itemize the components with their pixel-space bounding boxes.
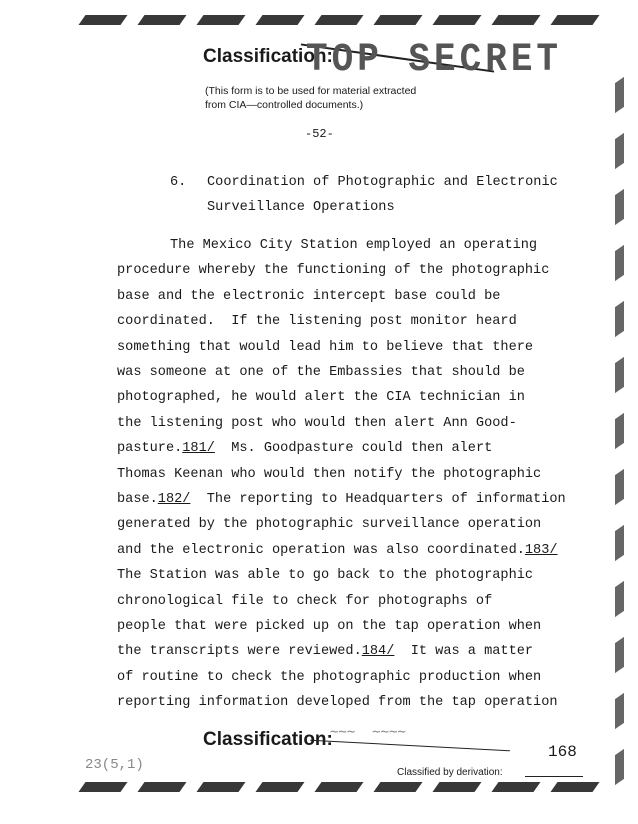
text-line	[117, 644, 533, 659]
text-segment: procedure whereby the functioning of the photographic	[117, 263, 550, 279]
text-line	[117, 263, 549, 278]
text-segment: of routine to check the photographic production when	[117, 669, 542, 685]
text-segment: generated by the photographic surveillance operation	[117, 517, 542, 533]
classified-by-label: Classified by derivation:	[397, 767, 503, 778]
border-stripe	[615, 749, 624, 785]
text-line	[117, 314, 517, 329]
border-stripe	[615, 189, 624, 225]
section-number: 6.	[170, 175, 187, 190]
footnote-ref: 181/	[182, 441, 215, 457]
text-line	[117, 467, 541, 482]
border-stripe	[615, 77, 624, 113]
text-segment: base and the electronic intercept base could be	[117, 288, 501, 304]
border-stripe	[373, 782, 422, 792]
text-line	[117, 594, 492, 609]
text-line	[117, 441, 492, 456]
classified-by-line	[525, 776, 583, 777]
text-segment: something that would lead him to believe that there	[117, 339, 534, 355]
text-line	[117, 517, 541, 532]
text-segment: Thomas Keenan who would then notify the photographic	[117, 466, 542, 482]
text-segment: Ms. Goodpasture could then alert	[214, 441, 493, 457]
footnote-ref: 184/	[361, 644, 395, 660]
classification-line	[310, 740, 510, 751]
text-line	[117, 568, 533, 583]
border-stripe	[314, 782, 363, 792]
text-line	[117, 619, 541, 634]
text-line	[117, 492, 566, 507]
border-stripe	[615, 357, 624, 393]
border-stripe	[550, 15, 599, 25]
form-note-line: from CIA—controlled documents.)	[205, 99, 364, 111]
footnote-ref: 183/	[524, 542, 558, 558]
text-line	[117, 390, 525, 405]
text-line	[117, 670, 541, 685]
border-stripe	[615, 469, 624, 505]
border-stripe	[615, 245, 624, 281]
border-stripe	[491, 782, 540, 792]
text-line	[117, 416, 517, 431]
border-stripe	[255, 782, 304, 792]
text-line	[117, 340, 533, 355]
border-stripe	[137, 782, 186, 792]
border-stripe	[615, 133, 624, 169]
form-note	[205, 84, 416, 112]
text-line	[117, 543, 558, 558]
text-segment: the transcripts were reviewed.	[117, 644, 362, 660]
border-stripe	[373, 15, 422, 25]
text-segment: and the electronic operation was also coordinated.	[117, 542, 525, 558]
stamp-number: 23(5,1)	[85, 757, 144, 773]
text-segment: coordinated. If the listening post monitor heard	[117, 314, 517, 330]
text-segment: The reporting to Headquarters of information	[190, 492, 566, 507]
text-segment: photographed, he would alert the CIA technician in	[117, 390, 525, 406]
text-line	[170, 238, 537, 253]
top-secret-stamp: TOP SECRET	[306, 36, 563, 82]
border-stripe	[314, 15, 363, 25]
text-line	[117, 695, 558, 710]
text-line	[117, 365, 525, 380]
border-stripe	[137, 15, 186, 25]
border-stripe	[615, 413, 624, 449]
text-segment: was someone at one of the Embassies that should be	[117, 365, 525, 380]
classification-label-top: Classification:	[203, 46, 333, 67]
border-stripe	[78, 782, 127, 792]
classification-label-bottom: Classification:	[203, 729, 333, 750]
page-number: -52-	[305, 127, 334, 141]
document-number: 168	[548, 743, 577, 761]
border-stripe	[196, 15, 245, 25]
border-stripe	[615, 693, 624, 729]
border-stripe	[615, 525, 624, 561]
border-stripe	[432, 782, 481, 792]
text-line	[117, 289, 500, 304]
border-stripe	[432, 15, 481, 25]
handwritten-mark: ∼∼∼ ∼∼∼∼	[330, 725, 406, 741]
border-stripe	[615, 637, 624, 673]
text-segment: It was a matter	[394, 644, 534, 660]
form-note-line: (This form is to be used for material extracted	[205, 85, 417, 97]
section-title-line1: Coordination of Photographic and Electronic	[207, 175, 558, 190]
text-segment: chronological file to check for photographs of	[117, 593, 493, 609]
border-stripe	[196, 782, 245, 792]
border-stripe	[615, 581, 624, 617]
border-stripe	[615, 301, 624, 337]
text-segment: The Mexico City Station employed an operating	[170, 238, 538, 253]
border-stripe	[78, 15, 127, 25]
text-segment: people that were picked up on the tap operation when	[117, 619, 542, 634]
border-stripe	[491, 15, 540, 25]
text-segment: reporting information developed from the tap operation	[117, 695, 558, 711]
section-title-line2: Surveillance Operations	[207, 200, 395, 215]
border-stripe	[550, 782, 599, 792]
text-segment: the listening post who would then alert Ann Good-	[117, 415, 517, 431]
footnote-ref: 182/	[157, 492, 191, 507]
text-segment: base.	[117, 492, 158, 507]
text-segment: The Station was able to go back to the photographic	[117, 568, 534, 584]
border-stripe	[255, 15, 304, 25]
text-segment: pasture.	[117, 441, 183, 457]
